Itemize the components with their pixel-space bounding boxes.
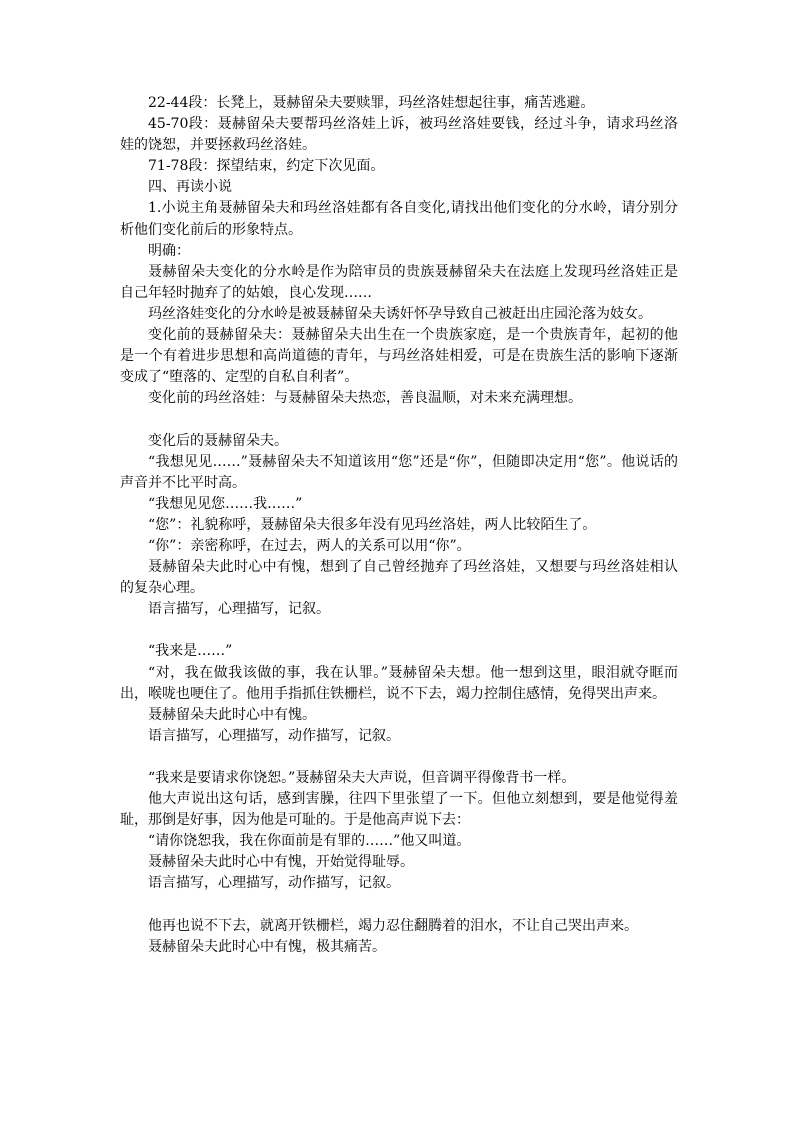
blank-line: [120, 409, 678, 430]
answer-label: 明确：: [148, 242, 190, 259]
paragraph: 聂赫留朵夫此时心中有愧，极其痛苦。: [148, 938, 386, 955]
paragraph: 语言描写，心理描写，动作描写，记叙。: [148, 727, 400, 744]
quote-paragraph: “对，我在做我该做的事，我在认罪。”聂赫留朵夫想。他一想到这里，眼泪就夺眶而出，喉咙也哽住了。他用手指抓住铁栅栏，说不下去，竭力控制住感情，免得哭出声来。: [120, 664, 678, 702]
paragraph: 他再也说不下去，就离开铁栅栏，竭力忍住翻腾着的泪水，不让自己哭出声来。: [148, 917, 638, 934]
paragraph: 语言描写，心理描写，记叙。: [148, 601, 330, 618]
paragraph: 71-78段：探望结束，约定下次见面。: [148, 158, 385, 175]
paragraph: 变化前的聂赫留朵夫：聂赫留朵夫出生在一个贵族家庭，是一个贵族青年，起初的他是一个有着进步思想和高尚道德的青年，与玛丝洛娃相爱，可是在贵族生活的影响下逐渐变成了“堕落的、定型的自私自利者”。: [120, 327, 678, 386]
blank-line: [120, 895, 678, 916]
paragraph: 聂赫留朵夫此时心中有愧。: [148, 706, 316, 723]
document-body: [120, 93, 678, 958]
paragraph: 语言描写，心理描写，动作描写，记叙。: [148, 875, 400, 892]
paragraph: 聂赫留朵夫此时心中有愧，开始觉得耻辱。: [148, 854, 414, 871]
paragraph: 玛丝洛娃变化的分水岭是被聂赫留朵夫诱奸怀孕导致自己被赶出庄园沦落为妓女。: [148, 305, 652, 322]
quote-paragraph: “请你饶恕我，我在你面前是有罪的……”他又叫道。: [148, 833, 471, 850]
blank-line: [120, 747, 678, 768]
question: 1.小说主角聂赫留朵夫和玛丝洛娃都有各自变化,请找出他们变化的分水岭，请分别分析他们变化前后的形象特点。: [120, 200, 678, 238]
quote-paragraph: “你”：亲密称呼，在过去，两人的关系可以用“你”。: [148, 537, 471, 554]
quote-paragraph: “我来是要请求你饶恕。”聂赫留朵夫大声说，但音调平得像背书一样。: [148, 770, 576, 786]
paragraph: 变化后的聂赫留朵夫。: [148, 432, 288, 449]
paragraph: 22-44段：长凳上，聂赫留朵夫要赎罪，玛丝洛娃想起往事，痛苦逃避。: [148, 95, 595, 111]
paragraph: 变化前的玛丝洛娃：与聂赫留朵夫热恋，善良温顺，对未来充满理想。: [148, 390, 582, 407]
quote-paragraph: “我来是……”: [148, 643, 233, 660]
paragraph: 45-70段：聂赫留朵夫要帮玛丝洛娃上诉，被玛丝洛娃要钱，经过斗争，请求玛丝洛娃的饶恕，并要拯救玛丝洛娃。: [120, 116, 678, 154]
quote-paragraph: “您”：礼貌称呼，聂赫留朵夫很多年没有见玛丝洛娃，两人比较陌生了。: [148, 516, 597, 533]
blank-line: [120, 620, 678, 641]
paragraph: 聂赫留朵夫变化的分水岭是作为陪审员的贵族聂赫留朵夫在法庭上发现玛丝洛娃正是自己年轻时抛弃了的姑娘，良心发现……: [120, 263, 678, 301]
quote-paragraph: “我想见见……”聂赫留朵夫不知道该用“您”还是“你”，但随即决定用“您”。他说话的声音并不比平时高。: [120, 453, 678, 491]
paragraph: 他大声说出这句话，感到害臊，往四下里张望了一下。但他立刻想到，要是他觉得羞耻，那倒是好事，因为他是可耻的。于是他高声说下去：: [120, 791, 678, 829]
paragraph: 聂赫留朵夫此时心中有愧，想到了自己曾经抛弃了玛丝洛娃，又想要与玛丝洛娃相认的复杂心理。: [120, 559, 678, 597]
quote-paragraph: “我想见见您……我……”: [148, 495, 303, 512]
section-heading: 四、再读小说: [148, 179, 232, 196]
